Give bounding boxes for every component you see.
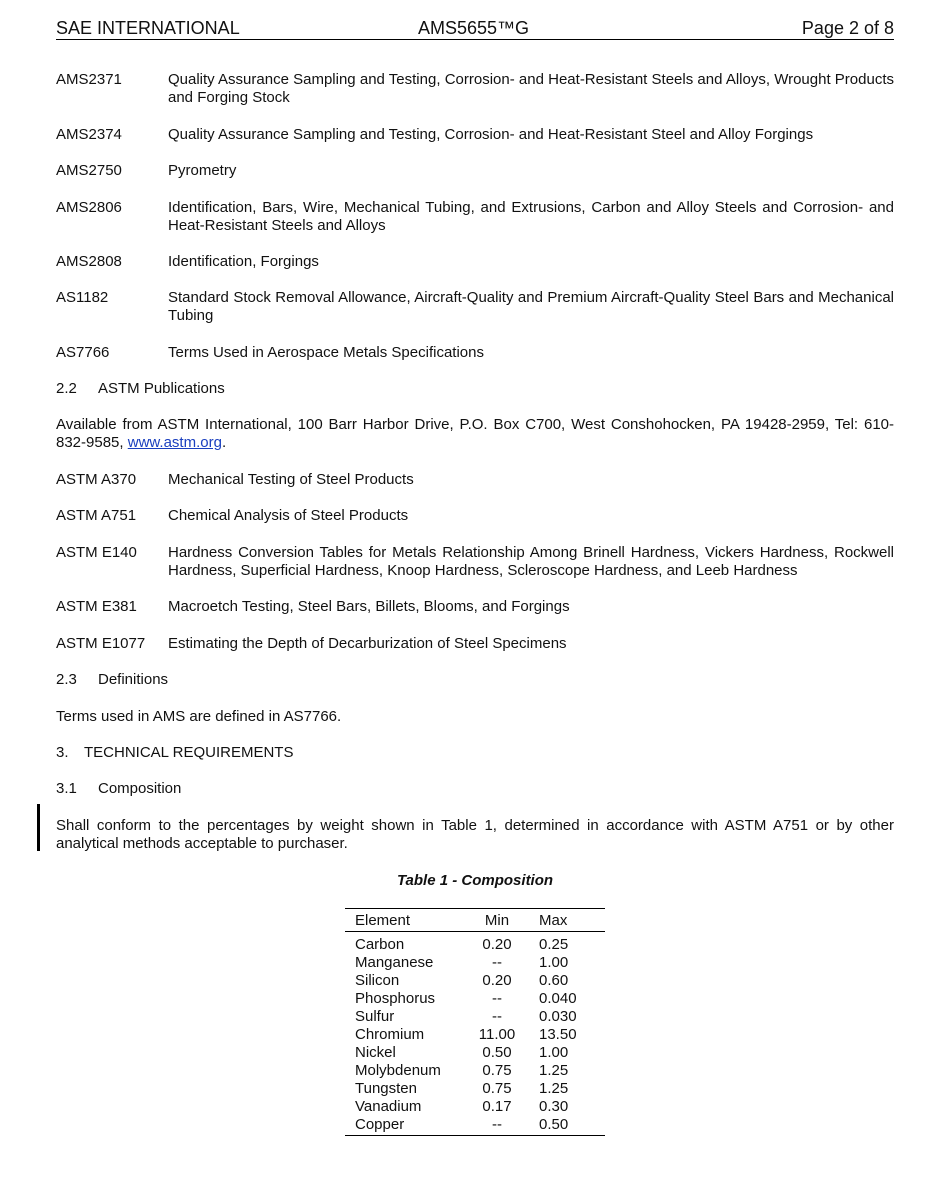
ref-entry bbox=[56, 635, 894, 653]
section-heading-3 bbox=[56, 744, 293, 762]
column-header-element: Element bbox=[345, 909, 465, 932]
max-cell: 0.50 bbox=[539, 1116, 569, 1133]
ref-code: AMS2808 bbox=[56, 253, 122, 270]
page-header bbox=[56, 17, 894, 40]
max-cell: 1.25 bbox=[539, 1062, 569, 1079]
ref-entry bbox=[56, 471, 894, 489]
min-cell: 0.75 bbox=[482, 1062, 512, 1079]
min-cell: -- bbox=[492, 990, 502, 1007]
ref-entry bbox=[56, 289, 894, 325]
availability-text: Available from ASTM International, 100 Barr Harbor Drive, P.O. Box C700, West Conshohocken, PA 19428-2959, Tel: 610-832-9585, bbox=[56, 416, 894, 451]
element-cell: Chromium bbox=[355, 1026, 425, 1043]
table-row bbox=[345, 954, 605, 972]
max-cell: 1.25 bbox=[539, 1080, 569, 1097]
table-row bbox=[345, 1098, 605, 1116]
header-doc-number: AMS5655™G bbox=[418, 18, 530, 38]
header-page-number: Page 2 of 8 bbox=[801, 18, 894, 38]
ref-code: AMS2371 bbox=[56, 71, 122, 88]
astm-link[interactable]: www.astm.org bbox=[127, 434, 222, 451]
max-cell: 0.60 bbox=[539, 972, 569, 989]
element-cell: Copper bbox=[355, 1116, 405, 1133]
min-cell: 0.17 bbox=[482, 1098, 512, 1115]
table-row bbox=[345, 1044, 605, 1062]
ref-code: ASTM E381 bbox=[56, 598, 137, 615]
max-cell: 13.50 bbox=[539, 1026, 577, 1043]
ref-description: Macroetch Testing, Steel Bars, Billets, Blooms, and Forgings bbox=[168, 598, 570, 615]
section-number: 3.1 bbox=[56, 780, 77, 797]
ref-description: Standard Stock Removal Allowance, Aircraft-Quality and Premium Aircraft-Quality Steel Bars and Mechanical Tubing bbox=[168, 289, 894, 324]
max-cell: 0.30 bbox=[539, 1098, 569, 1115]
min-cell: 0.20 bbox=[482, 972, 512, 989]
section-number: 2.2 bbox=[56, 380, 77, 397]
revision-change-bar bbox=[37, 804, 40, 851]
ref-entry bbox=[56, 126, 894, 144]
table-row bbox=[345, 990, 605, 1008]
ref-description: Quality Assurance Sampling and Testing, Corrosion- and Heat-Resistant Steel and Alloy Forgings bbox=[168, 126, 814, 143]
min-cell: 0.75 bbox=[482, 1080, 512, 1097]
ref-code: ASTM A370 bbox=[56, 471, 137, 488]
ref-entry bbox=[56, 162, 894, 180]
ref-code: ASTM E1077 bbox=[56, 635, 146, 652]
composition-table bbox=[345, 908, 605, 1136]
column-header-max: Max bbox=[529, 909, 605, 932]
ref-code: AS7766 bbox=[56, 344, 110, 361]
column-header-min: Min bbox=[465, 909, 529, 932]
section-title: TECHNICAL REQUIREMENTS bbox=[84, 744, 294, 761]
ref-description: Identification, Bars, Wire, Mechanical Tubing, and Extrusions, Carbon and Alloy Steels and Corrosion- and Heat-Resistant Steels and Alloys bbox=[168, 199, 894, 234]
astm-availability bbox=[56, 416, 894, 452]
ref-code: ASTM A751 bbox=[56, 507, 137, 524]
ref-description: Chemical Analysis of Steel Products bbox=[168, 507, 409, 524]
ref-description: Hardness Conversion Tables for Metals Relationship Among Brinell Hardness, Vickers Hardness, Rockwell Hardness, Superficial Hardness, Knoop Hardness, Scleroscope Hardness, and Leeb Hardness bbox=[168, 544, 894, 579]
max-cell: 0.25 bbox=[539, 936, 569, 953]
ref-entry bbox=[56, 253, 894, 271]
ref-code: ASTM E140 bbox=[56, 544, 137, 561]
element-cell: Molybdenum bbox=[355, 1062, 441, 1079]
max-cell: 0.030 bbox=[539, 1008, 577, 1025]
ref-entry bbox=[56, 544, 894, 580]
ref-description: Pyrometry bbox=[168, 162, 237, 179]
section-title: Composition bbox=[98, 780, 182, 797]
element-cell: Tungsten bbox=[355, 1080, 417, 1097]
min-cell: 11.00 bbox=[478, 1026, 516, 1043]
table-row bbox=[345, 972, 605, 990]
ref-description: Quality Assurance Sampling and Testing, Corrosion- and Heat-Resistant Steels and Alloys, Wrought Products and Forging Stock bbox=[168, 71, 894, 106]
element-cell: Vanadium bbox=[355, 1098, 422, 1115]
section-number: 3. bbox=[56, 744, 69, 761]
element-cell: Sulfur bbox=[355, 1008, 395, 1025]
ref-description: Identification, Forgings bbox=[168, 253, 319, 270]
ref-code: AMS2374 bbox=[56, 126, 122, 143]
table-row bbox=[345, 1116, 605, 1136]
header-org: SAE INTERNATIONAL bbox=[56, 18, 240, 38]
table-caption: Table 1 - Composition bbox=[396, 872, 554, 889]
ref-description: Terms Used in Aerospace Metals Specifications bbox=[168, 344, 484, 361]
ref-entry bbox=[56, 598, 894, 616]
table-header-row bbox=[345, 909, 605, 932]
min-cell: -- bbox=[492, 954, 502, 971]
ref-code: AMS2750 bbox=[56, 162, 122, 179]
element-cell: Silicon bbox=[355, 972, 400, 989]
ref-entry bbox=[56, 344, 894, 362]
max-cell: 0.040 bbox=[539, 990, 577, 1007]
min-cell: -- bbox=[492, 1116, 502, 1133]
section-heading-3-1 bbox=[56, 780, 181, 798]
ref-entry bbox=[56, 507, 894, 525]
min-cell: -- bbox=[492, 1008, 502, 1025]
table-row bbox=[345, 1026, 605, 1044]
section-heading-2-2 bbox=[56, 380, 225, 398]
composition-text: Shall conform to the percentages by weight shown in Table 1, determined in accordance with ASTM A751 or by other analytical methods acceptable to purchaser. bbox=[56, 817, 894, 852]
table-row bbox=[345, 1062, 605, 1080]
ref-entry bbox=[56, 71, 894, 107]
ref-description: Mechanical Testing of Steel Products bbox=[168, 471, 414, 488]
max-cell: 1.00 bbox=[539, 1044, 569, 1061]
element-cell: Phosphorus bbox=[355, 990, 436, 1007]
section-title: Definitions bbox=[98, 671, 169, 688]
element-cell: Nickel bbox=[355, 1044, 396, 1061]
section-title: ASTM Publications bbox=[98, 380, 225, 397]
ref-code: AS1182 bbox=[56, 289, 109, 306]
section-heading-2-3 bbox=[56, 671, 168, 689]
ref-description: Estimating the Depth of Decarburization of Steel Specimens bbox=[168, 635, 567, 652]
section-number: 2.3 bbox=[56, 671, 77, 688]
definitions-text: Terms used in AMS are defined in AS7766. bbox=[56, 708, 342, 725]
element-cell: Manganese bbox=[355, 954, 434, 971]
max-cell: 1.00 bbox=[539, 954, 569, 971]
min-cell: 0.20 bbox=[482, 936, 512, 953]
table-row bbox=[345, 932, 605, 955]
ref-entry bbox=[56, 199, 894, 235]
table-row bbox=[345, 1008, 605, 1026]
table-row bbox=[345, 1080, 605, 1098]
ref-code: AMS2806 bbox=[56, 199, 122, 216]
availability-end: . bbox=[221, 434, 227, 451]
element-cell: Carbon bbox=[355, 936, 405, 953]
min-cell: 0.50 bbox=[482, 1044, 512, 1061]
